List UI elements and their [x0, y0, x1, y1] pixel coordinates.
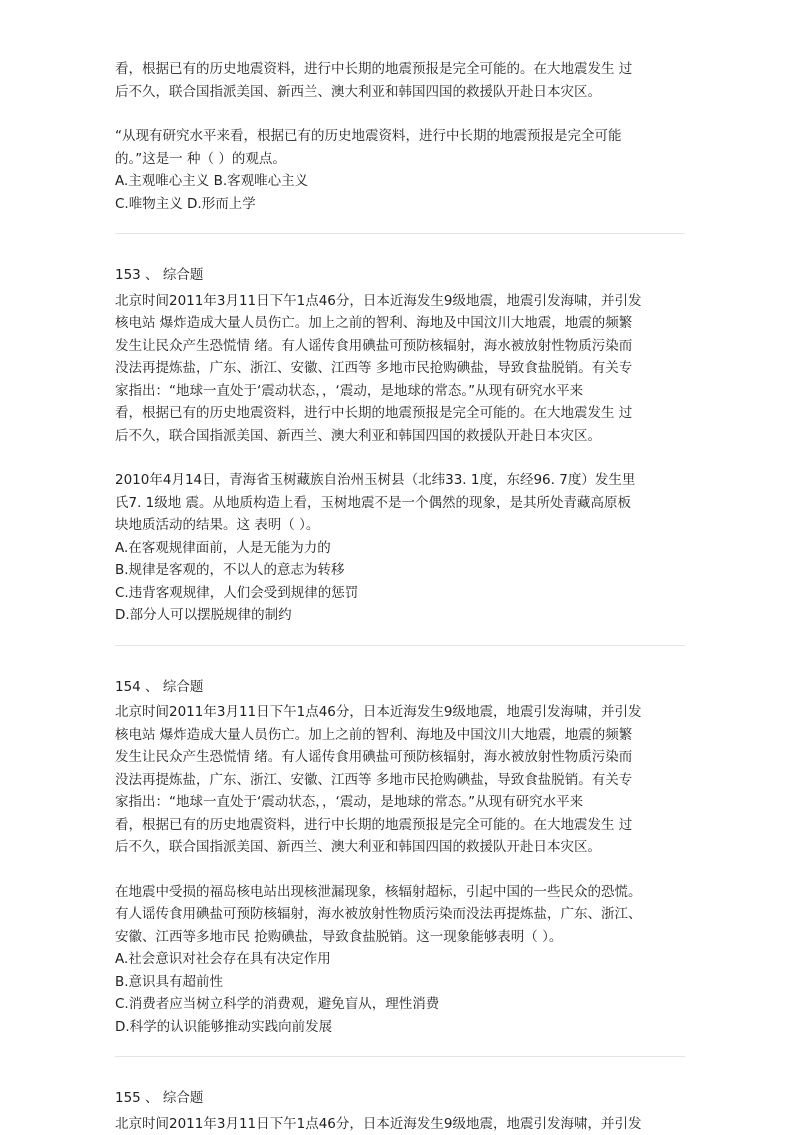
passage-line: 北京时间2011年3月11日下午1点46分，日本近海发生9级地震，地震引发海啸，并引发: [115, 701, 685, 724]
divider: [115, 233, 685, 234]
question-155: [115, 1087, 685, 1135]
answer-option: C.消费者应当树立科学的消费观，避免盲从，理性消费: [115, 993, 685, 1016]
answer-option: A.主观唯心主义 B.客观唯心主义: [115, 170, 685, 193]
question-stem-line: 安徽、江西等多地市民 抢购碘盐，导致食盐脱销。这一现象能够表明（ ）。: [115, 926, 685, 949]
passage-line: 发生让民众产生恐慌情 绪。有人谣传食用碘盐可预防核辐射，海水被放射性物质污染而: [115, 335, 685, 358]
question-header: 154 、 综合题: [115, 676, 685, 699]
passage-line: 看，根据已有的历史地震资料，进行中长期的地震预报是完全可能的。在大地震发生 过: [115, 814, 685, 837]
answer-option: C.唯物主义 D.形而上学: [115, 193, 685, 216]
question-stem-line: 块地质活动的结果。这 表明（ ）。: [115, 514, 685, 537]
question-stem-line: 在地震中受损的福岛核电站出现核泄漏现象，核辐射超标，引起中国的一些民众的恐慌。: [115, 881, 685, 904]
passage-line: 后不久，联合国指派美国、新西兰、澳大利亚和韩国四国的救援队开赴日本灾区。: [115, 81, 685, 104]
passage-line: 发生让民众产生恐慌情 绪。有人谣传食用碘盐可预防核辐射，海水被放射性物质污染而: [115, 746, 685, 769]
divider: [115, 1056, 685, 1057]
question-154: [115, 676, 685, 1039]
document-page: [115, 58, 685, 1135]
passage-line: 北京时间2011年3月11日下午1点46分，日本近海发生9级地震，地震引发海啸，并引发: [115, 290, 685, 313]
divider: [115, 645, 685, 646]
question-header: 155 、 综合题: [115, 1087, 685, 1110]
answer-option: D.科学的认识能够推动实践向前发展: [115, 1016, 685, 1039]
answer-option: C.违背客观规律，人们会受到规律的惩罚: [115, 582, 685, 605]
answer-option: D.部分人可以摆脱规律的制约: [115, 604, 685, 627]
question-152-continuation: [115, 58, 685, 215]
question-153: [115, 264, 685, 627]
question-stem-line: 的。”这是一 种（ ）的观点。: [115, 148, 685, 171]
passage-line: 家指出：“地球一直处于‘震动状态，，‘震动，是地球的常态。”从现有研究水平来: [115, 791, 685, 814]
passage-line: 看，根据已有的历史地震资料，进行中长期的地震预报是完全可能的。在大地震发生 过: [115, 402, 685, 425]
answer-option: A.社会意识对社会存在具有决定作用: [115, 948, 685, 971]
passage-line: 核电站 爆炸造成大量人员伤亡。加上之前的智利、海地及中国汶川大地震，地震的频繁: [115, 724, 685, 747]
question-stem-line: 2010年4月14日，青海省玉树藏族自治州玉树县（北纬33. 1度，东经96. 7度）发生里: [115, 469, 685, 492]
passage-line: 看，根据已有的历史地震资料，进行中长期的地震预报是完全可能的。在大地震发生 过: [115, 58, 685, 81]
passage-line: 核电站 爆炸造成大量人员伤亡。加上之前的智利、海地及中国汶川大地震，地震的频繁: [115, 312, 685, 335]
answer-option: B.规律是客观的，不以人的意志为转移: [115, 559, 685, 582]
question-stem-line: 有人谣传食用碘盐可预防核辐射，海水被放射性物质污染而没法再提炼盐，广东、浙江、: [115, 903, 685, 926]
passage-line: 没法再提炼盐，广东、浙江、安徽、江西等 多地市民抢购碘盐，导致食盐脱销。有关专: [115, 357, 685, 380]
question-header: 153 、 综合题: [115, 264, 685, 287]
passage-line: 后不久，联合国指派美国、新西兰、澳大利亚和韩国四国的救援队开赴日本灾区。: [115, 425, 685, 448]
answer-option: A.在客观规律面前，人是无能为力的: [115, 537, 685, 560]
answer-option: B.意识具有超前性: [115, 971, 685, 994]
passage-line: 后不久，联合国指派美国、新西兰、澳大利亚和韩国四国的救援队开赴日本灾区。: [115, 836, 685, 859]
question-stem-line: “从现有研究水平来看，根据已有的历史地震资料，进行中长期的地震预报是完全可能: [115, 125, 685, 148]
passage-line: 家指出：“地球一直处于‘震动状态，，‘震动，是地球的常态。”从现有研究水平来: [115, 380, 685, 403]
passage-line: 北京时间2011年3月11日下午1点46分，日本近海发生9级地震，地震引发海啸，并引发: [115, 1113, 685, 1135]
question-stem-line: 氏7. 1级地 震。从地质构造上看，玉树地震不是一个偶然的现象，是其所处青藏高原板: [115, 492, 685, 515]
passage-line: 没法再提炼盐，广东、浙江、安徽、江西等 多地市民抢购碘盐，导致食盐脱销。有关专: [115, 769, 685, 792]
